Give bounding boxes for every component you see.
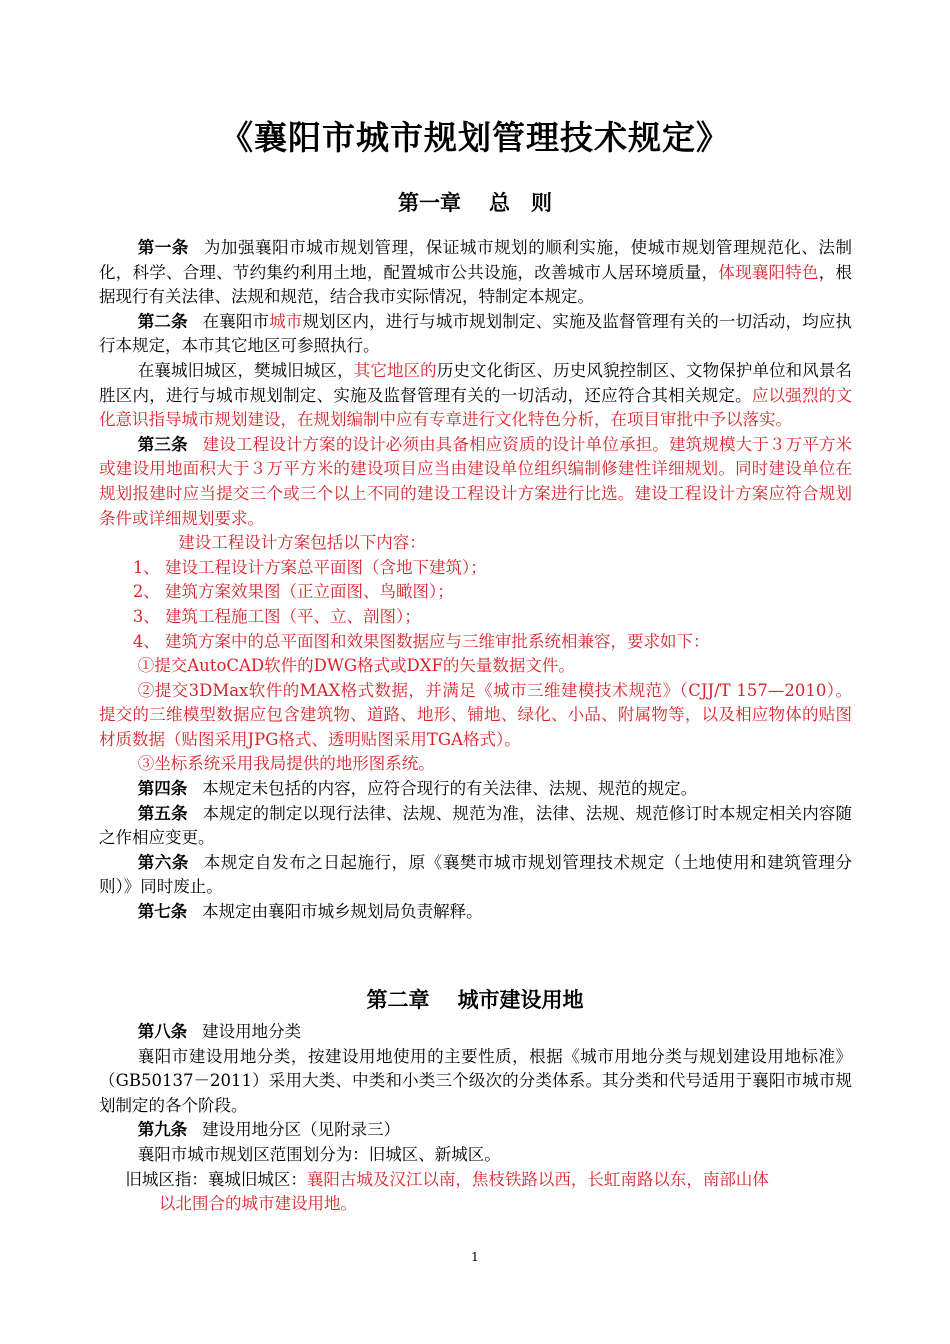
- article-text: 规划区内，进行与城市规划制定、实施及监督管理有关的一切活动，均应执行本规定，本市其它地区可参照执行。: [99, 311, 853, 356]
- article-4: [99, 777, 852, 802]
- paragraph-text-highlight: 襄阳古城及汉江以南，焦枝铁路以西，长虹南路以东，南部山体: [306, 1169, 769, 1189]
- paragraph-text: 旧城区指：襄城旧城区：: [125, 1169, 307, 1189]
- article-7: [99, 900, 852, 925]
- paragraph-text: 在襄城旧城区，樊城旧城区，: [137, 360, 354, 380]
- article-8-paragraph: 襄阳市建设用地分类，按建设用地使用的主要性质，根据《城市用地分类与规划建设用地标准》（GB50137－2011）采用大类、中类和小类三个级次的分类体系。其分类和代号适用于襄阳市城市规划制定的各个阶段。: [99, 1046, 852, 1115]
- article-text: 在襄阳市: [202, 311, 270, 331]
- list-item: 4、 建筑方案中的总平面图和效果图数据应与三维审批系统相兼容，要求如下：: [132, 631, 710, 651]
- article-text: 为加强襄阳市城市规划管理，保证城市规划的顺利实施，使城市规划管理规范化、法制化，科学、合理、节约集约利用土地，配置城市公共设施，改善城市人居环境质量，: [99, 238, 853, 282]
- sub-item: ②提交3DMax软件的MAX格式数据，并满足《城市三维建模技术规范》（CJJ/T 157—2010）。提交的三维模型数据应包含建筑物、道路、地形、铺地、绿化、小品、附属物等，以及相应物体的贴图材质数据（贴图采用JPG格式、透明贴图采用TGA格式）。: [99, 680, 852, 749]
- document-title: 《襄阳市城市规划管理技术规定》: [220, 118, 730, 157]
- paragraph-text-highlight: 应以强烈的文化意识指导城市规划建设，在规划编制中应有专章进行文化特色分析，在项目审批中予以落实。: [99, 385, 853, 430]
- article-8: [99, 1020, 852, 1045]
- paragraph-text: 历史文化街区、历史风貌控制区、文物保护单位和风景名胜区内，进行与城市规划制定、实施及监督管理有关的一切活动，还应符合其相关规定。: [99, 360, 853, 405]
- article-5: [99, 802, 852, 851]
- list-item: 2、 建筑方案效果图（正立面图、鸟瞰图）；: [132, 582, 454, 602]
- sub-item: ①提交AutoCAD软件的DWG格式或DXF的矢量数据文件。: [137, 656, 575, 676]
- chapter-2-body: [99, 1020, 852, 1217]
- article-text: 本规定未包括的内容，应符合现行的有关法律、法规、规范的规定。: [202, 779, 698, 799]
- page-number: 1: [471, 1250, 479, 1264]
- article-2: [99, 310, 852, 359]
- article-label: 第二条: [137, 311, 188, 331]
- chapter-1-body: [99, 236, 852, 925]
- article-text: ，根据现行有关法律、法规和规范，结合我市实际情况，特制定本规定。: [99, 262, 853, 307]
- chapter-1-heading: [0, 187, 950, 217]
- chapter-2-name: 城市建设用地: [457, 988, 584, 1012]
- chapter-1-label: 第一章: [398, 191, 461, 215]
- article-text: 本规定自发布之日起施行，原《襄樊市城市规划管理技术规定（土地使用和建筑管理分则）》同时废止。: [99, 852, 853, 897]
- chapter-2-heading: [0, 984, 950, 1014]
- article-label: 第五条: [137, 803, 188, 823]
- article-text: 建设用地分区（见附录三）: [202, 1120, 401, 1140]
- paragraph-text-highlight: 其它地区的: [353, 360, 437, 380]
- article-9-old-district-cont: 以北围合的城市建设用地。: [159, 1194, 357, 1214]
- article-9-paragraph: 襄阳市城市规划区范围划分为：旧城区、新城区。: [137, 1144, 501, 1164]
- article-label: 第六条: [137, 852, 189, 872]
- article-text-highlight: 建设工程设计方案的设计必须由具备相应资质的设计单位承担。建筑规模大于３万平方米或建设用地面积大于３万平方米的建设项目应当由建设单位组织编制修建性详细规划。同时建设单位在规划报建时应当提交三个或三个以上不同的建设工程设计方案进行比选。建设工程设计方案应符合规划条件或详细规划要求。: [99, 434, 853, 528]
- article-label: 第三条: [137, 434, 188, 454]
- article-2-paragraph: [99, 359, 852, 433]
- article-6: [99, 851, 852, 900]
- article-3-intro: 建设工程设计方案包括以下内容：: [178, 533, 426, 553]
- article-text: 本规定的制定以现行法律、法规、规范为准，法律、法规、规范修订时本规定相关内容随之作相应变更。: [99, 803, 853, 848]
- article-9: [99, 1118, 852, 1143]
- list-item: 3、 建筑工程施工图（平、立、剖图）；: [132, 606, 421, 626]
- article-3: [99, 433, 852, 531]
- article-text: 本规定由襄阳市城乡规划局负责解释。: [202, 902, 483, 922]
- article-label: 第四条: [137, 779, 188, 799]
- article-text: 建设用地分类: [202, 1022, 302, 1041]
- article-1: [99, 236, 852, 310]
- article-label: 第一条: [137, 238, 189, 257]
- article-text-highlight: 体现襄阳特色: [718, 262, 819, 282]
- article-label: 第七条: [137, 902, 188, 922]
- chapter-2-label: 第二章: [366, 988, 430, 1012]
- list-item: 1、 建设工程设计方案总平面图（含地下建筑）；: [132, 557, 487, 577]
- article-label: 第九条: [137, 1120, 188, 1140]
- article-text-highlight: 城市: [269, 311, 303, 331]
- sub-item: ③坐标系统采用我局提供的地形图系统。: [137, 754, 435, 774]
- article-9-old-district: [99, 1168, 852, 1193]
- chapter-1-name: 总 则: [489, 191, 552, 215]
- article-label: 第八条: [137, 1022, 188, 1041]
